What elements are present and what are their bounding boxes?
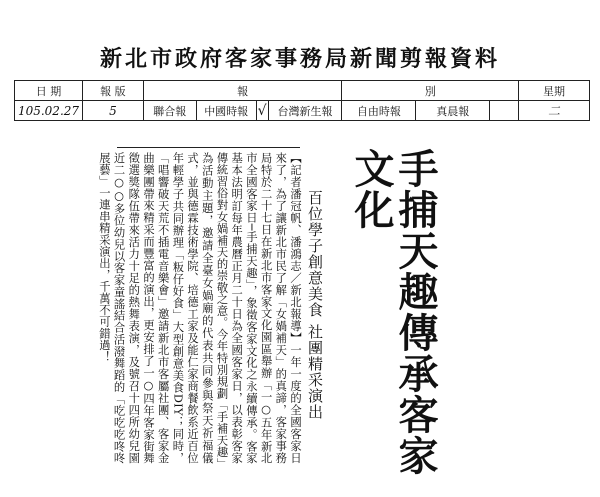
weekday-label: 星期 [519, 81, 590, 101]
date-label: 日 期 [15, 81, 83, 101]
article-subheadline: 百位學子創意美食 社團精采演出 [306, 190, 324, 420]
check-mark-icon: √ [257, 102, 267, 119]
date-value: 105.02.27 [15, 101, 83, 121]
paper-option: 中國時報 [196, 101, 256, 121]
kind-label: 別 [342, 81, 519, 101]
paper-option: 自由時報 [342, 101, 416, 121]
headline-part-2: 傳承客家文化 [348, 148, 439, 476]
article-top-rule [117, 147, 300, 148]
page-title: 新北市政府客家事務局新聞剪報資料 [99, 46, 500, 72]
paper-option: 聯合報 [143, 101, 196, 121]
section-value: 5 [82, 101, 143, 121]
paper-label: 報 [143, 81, 342, 101]
paper-option: 台灣新生報 [268, 101, 342, 121]
section-label: 報 版 [82, 81, 143, 101]
article-body: 【記者潘冠帆、潘鴻志／新北報導】一年一度的全國客家日來了，為了讓新北市民了解「女媧補天」的真諦，客家事務局特於二十七日在新北市客家文化園區舉辦「一○五年新北市全國客家日─手捕天趣」，象徵客家文化之永續傳承。客家基本法明訂每年農曆正月二十日為全國客家日，以表彰客家傳統習俗對女媧補天的崇敬之意。今年特別規劃「手補天趣」為活動主題，邀請全臺女媧廟的代表共同參與祭天祈福儀式，並與德霖技術學院、培德工家及能仁家商餐飲系近百位年輕學子共同辦理「粄仔好食」大型創意美食DIY；同時，「唱響破天荒不插電音樂會」邀請新北市客屬社團、客家金曲樂團帶來精采而豐富的演出，更安排了一○四年客家街舞徵選獎隊伍帶來活力十足的熱舞表演，及號召十四所幼兒園近二○○多位幼兒以客家童謠結合活潑舞蹈的「吃吃吃咚咚展藝」一連串精采演出，千萬不可錯過！ [97, 152, 302, 464]
article-headline [349, 148, 437, 497]
headline-part-1: 手捕天趣 [392, 148, 439, 312]
paper-option: 真晨報 [416, 101, 490, 121]
clipping-info-table [14, 80, 590, 121]
weekday-value: 二 [519, 101, 590, 121]
